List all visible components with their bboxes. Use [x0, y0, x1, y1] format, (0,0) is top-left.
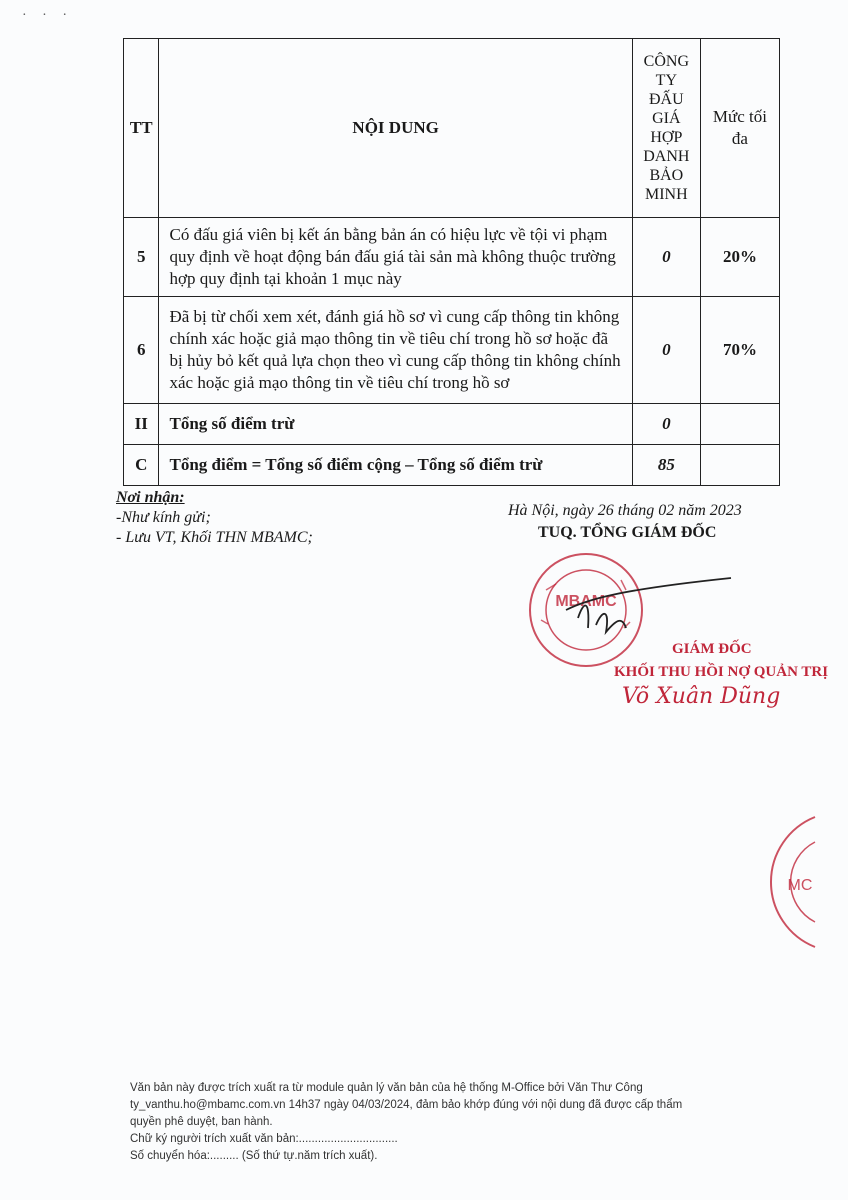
footer-line: Số chuyển hóa:......... (Số thứ tự.năm trích xuất). [130, 1150, 378, 1162]
table-header-row [124, 39, 780, 218]
table-row [124, 218, 780, 297]
table-row [124, 404, 780, 445]
row-score: 0 [632, 218, 700, 297]
extraction-footer [130, 1080, 730, 1165]
score-table [123, 38, 780, 486]
row-tt: 6 [124, 297, 159, 404]
header-company: CÔNG TY ĐẤU GIÁ HỢP DANH BẢO MINH [632, 39, 700, 218]
on-behalf-title: TUQ. TỔNG GIÁM ĐỐC [538, 524, 717, 541]
recipients-block [116, 488, 313, 548]
footer-line: quyền phê duyệt, ban hành. [130, 1116, 273, 1128]
recipient-item: -Như kính gửi; [116, 509, 211, 526]
header-max: Mức tối đa [700, 39, 779, 218]
row-max [700, 445, 779, 486]
recipients-title: Nơi nhận: [116, 489, 185, 506]
partial-stamp-icon [720, 812, 820, 952]
row-max: 20% [700, 218, 779, 297]
row-max [700, 404, 779, 445]
row-tt: 5 [124, 218, 159, 297]
footer-line: Chữ ký người trích xuất văn bản:............................... [130, 1133, 398, 1145]
stamp2-text: MC [787, 877, 813, 894]
signer-name: Võ Xuân Dũng [622, 684, 781, 709]
row-content: Đã bị từ chối xem xét, đánh giá hồ sơ vì cung cấp thông tin không chính xác hoặc giả mạo thông tin về tiêu chí trong hồ sơ hoặc đã bị hủy bỏ kết quả lựa chọn theo vì cung cấp thông tin không chính xác hoặc giả mạo thông tin về tiêu chí trong hồ sơ [159, 297, 632, 404]
row-score: 0 [632, 297, 700, 404]
table-row [124, 445, 780, 486]
footer-line: Văn bản này được trích xuất ra từ module quản lý văn bản của hệ thống M-Office bởi Văn Thư Công [130, 1082, 643, 1094]
recipient-item: - Lưu VT, Khối THN MBAMC; [116, 529, 313, 546]
row-score: 85 [632, 445, 700, 486]
row-content: Tổng điểm = Tổng số điểm cộng – Tổng số điểm trừ [159, 445, 632, 486]
row-content: Tổng số điểm trừ [159, 404, 632, 445]
signer-position-1: GIÁM ĐỐC [672, 641, 752, 657]
stamp-text: MBAMC [555, 593, 617, 610]
row-tt: II [124, 404, 159, 445]
row-content: Có đấu giá viên bị kết án bằng bản án có hiệu lực về tội vi phạm quy định về hoạt động bán đấu giá tài sản mà không thuộc trường hợp quy định tại khoản 1 mục này [159, 218, 632, 297]
row-score: 0 [632, 404, 700, 445]
signature-icon [556, 570, 736, 650]
row-max: 70% [700, 297, 779, 404]
footer-line: ty_vanthu.ho@mbamc.com.vn 14h37 ngày 04/03/2024, đảm bảo khớp đúng với nội dung đã được cấp thẩm [130, 1099, 683, 1111]
header-content: NỘI DUNG [159, 39, 632, 218]
signer-position-2: KHỐI THU HỒI NỢ QUẢN TRỊ [614, 664, 829, 680]
table-row [124, 297, 780, 404]
date-line: Hà Nội, ngày 26 tháng 02 năm 2023 [508, 502, 742, 519]
scan-marks: · · · [22, 8, 73, 23]
header-tt: TT [124, 39, 159, 218]
row-tt: C [124, 445, 159, 486]
